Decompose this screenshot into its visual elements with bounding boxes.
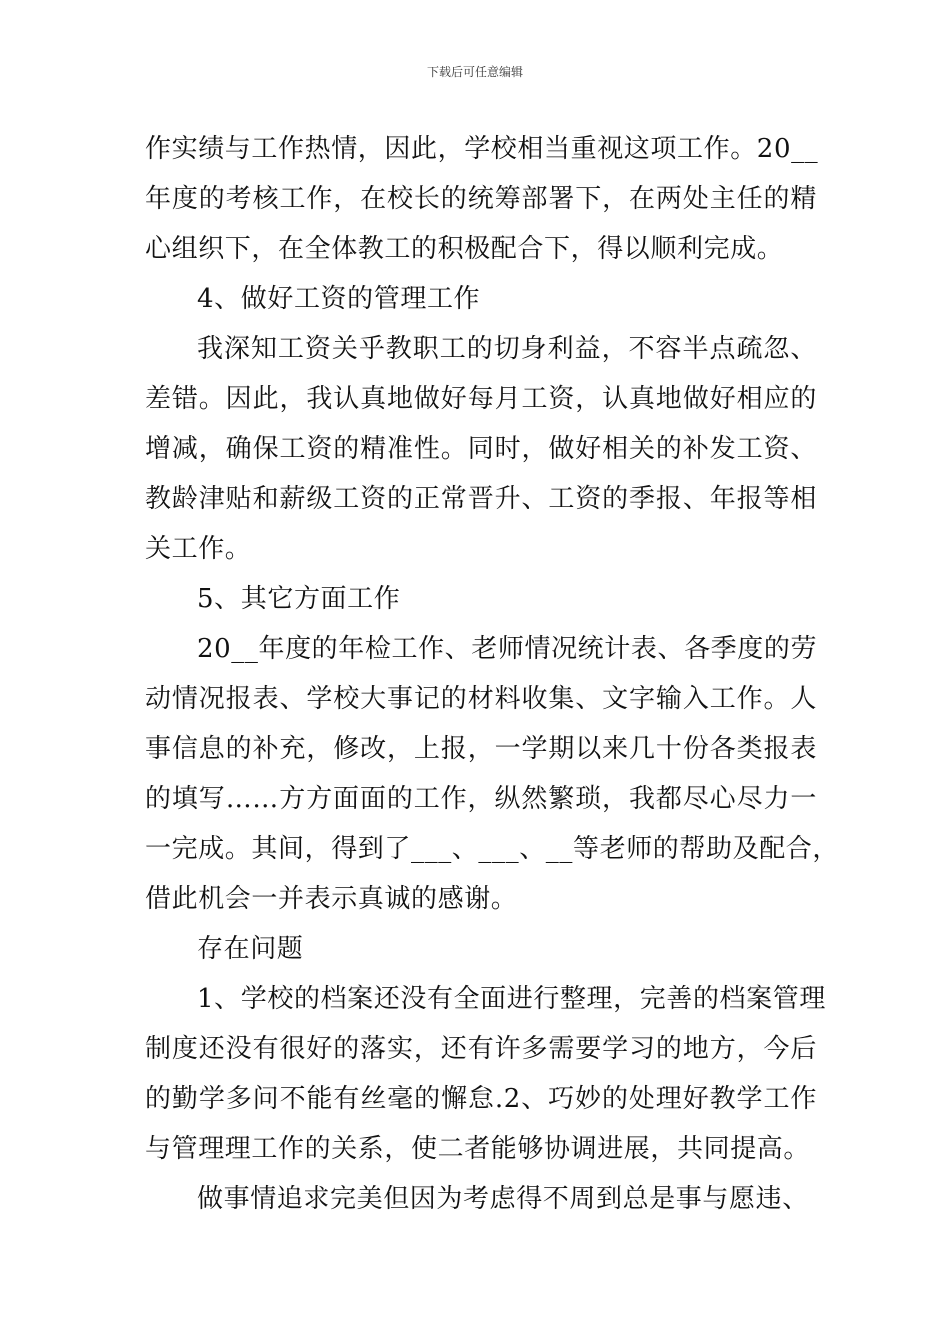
text-line: 教龄津贴和薪级工资的正常晋升、工资的季报、年报等相 xyxy=(145,484,817,514)
text-line: 动情况报表、学校大事记的材料收集、文字输入工作。人 xyxy=(145,684,817,714)
text-line: 做事情追求完美但因为考虑得不周到总是事与愿违、 xyxy=(197,1184,809,1214)
text-line: 与管理理工作的关系，使二者能够协调进展，共同提高。 xyxy=(145,1134,811,1164)
text-line: 增减，确保工资的精准性。同时，做好相关的补发工资、 xyxy=(145,434,817,464)
document-body xyxy=(145,124,840,1224)
section-heading: 存在问题 xyxy=(197,934,304,964)
text-line: 制度还没有很好的落实，还有许多需要学习的地方，今后 xyxy=(145,1034,817,1064)
section-heading: 4、做好工资的管理工作 xyxy=(197,284,481,314)
text-line: 差错。因此，我认真地做好每月工资，认真地做好相应的 xyxy=(145,384,817,414)
text-line: 的填写……方方面面的工作，纵然繁琐，我都尽心尽力一 xyxy=(145,784,817,814)
text-line: 1、学校的档案还没有全面进行整理，完善的档案管理 xyxy=(197,984,826,1014)
text-line: 借此机会一并表示真诚的感谢。 xyxy=(145,884,518,914)
text-line: 作实绩与工作热情，因此，学校相当重视这项工作。20__ xyxy=(145,134,819,164)
text-line: 年度的考核工作，在校长的统筹部署下，在两处主任的精 xyxy=(145,184,817,214)
text-line: 心组织下，在全体教工的积极配合下，得以顺利完成。 xyxy=(145,234,784,264)
page-header-note: 下载后可任意编辑 xyxy=(426,65,523,79)
text-line: 20__年度的年检工作、老师情况统计表、各季度的劳 xyxy=(197,634,818,664)
text-line: 一完成。其间，得到了___、___、__等老师的帮助及配合， xyxy=(145,834,840,864)
text-line: 我深知工资关乎教职工的切身利益，不容半点疏忽、 xyxy=(197,334,817,364)
section-heading: 5、其它方面工作 xyxy=(197,584,401,614)
text-line: 事信息的补充，修改，上报，一学期以来几十份各类报表 xyxy=(145,734,817,764)
text-line: 的勤学多问不能有丝毫的懈怠.2、巧妙的处理好教学工作 xyxy=(145,1084,817,1114)
text-line: 关工作。 xyxy=(145,534,252,564)
